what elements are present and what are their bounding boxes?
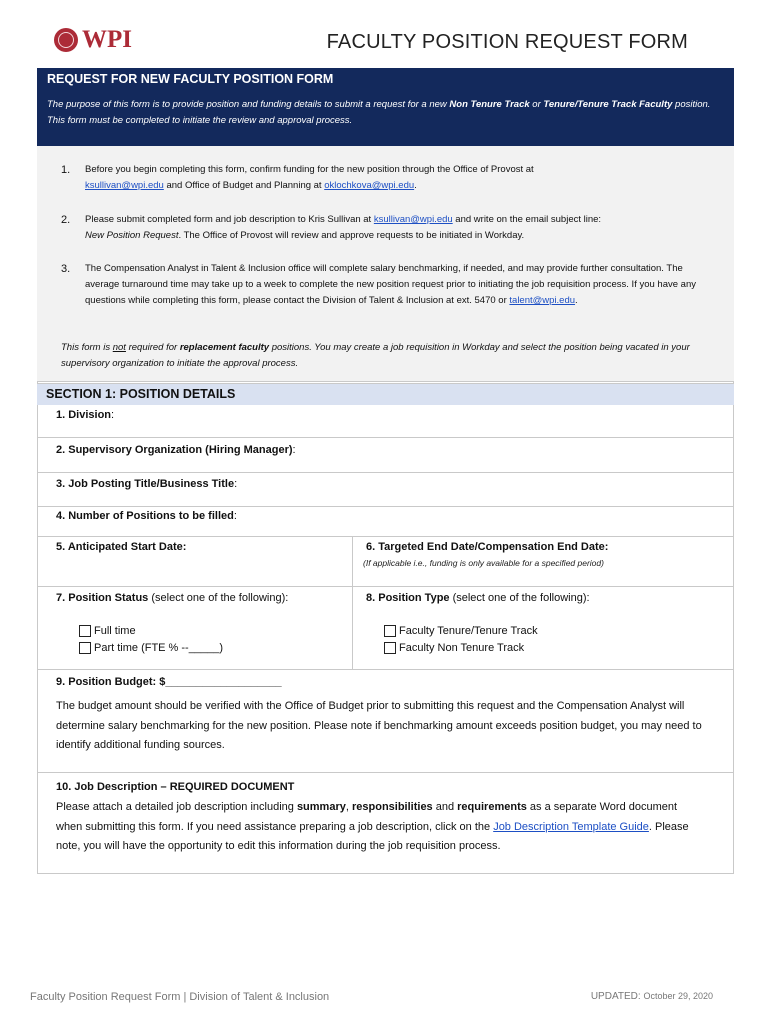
budget-email-link[interactable]: oklochkova@wpi.edu (324, 180, 415, 191)
end-date-field[interactable]: 6. Targeted End Date/Compensation End Date: (366, 541, 609, 553)
banner-heading: REQUEST FOR NEW FACULTY POSITION FORM (47, 72, 334, 86)
full-time-option[interactable]: Full time (79, 625, 136, 637)
banner-purpose: The purpose of this form is to provide position and funding details to submit a request for a new Non Tenure Track or Tenure/Tenure Track Faculty position. This form must be completed to initiate the review and approval process. (47, 99, 711, 126)
replacement-note: This form is not required for replacement faculty positions. You may create a job requisition in Workday and select the position being vacated in your supervisory organization to initiate the approval process. (61, 342, 690, 369)
part-time-checkbox[interactable] (79, 642, 91, 654)
section-1-header: SECTION 1: POSITION DETAILS (37, 383, 734, 405)
page-title: FACULTY POSITION REQUEST FORM (326, 31, 688, 53)
job-description-text: Please attach a detailed job description including summary, responsibilities and requirements as a separate Word document when submitting this form. If you need assistance preparing a job description, click on the Job Description Template Guide. Please note, you will have the opportunity to edit this information during the job requisition process. (56, 801, 689, 852)
instruction-step-1: 1. Before you begin completing this form, confirm funding for the new position through the Office of Provost at ksullivan@wpi.edu and Office of Budget and Planning at oklochkova@wpi.edu. (61, 164, 534, 191)
num-positions-field[interactable]: 4. Number of Positions to be filled: (56, 510, 237, 522)
job-description-template-link[interactable]: Job Description Template Guide (493, 820, 649, 833)
budget-description: The budget amount should be verified with the Office of Budget prior to submitting this request and the Compensation Analyst will determine salary benchmarking for the new position. Please note if benchmarking amount exceeds position budget, you may need to identify additional funding sources. (56, 700, 702, 751)
divider (37, 536, 734, 537)
supervisory-org-field[interactable]: 2. Supervisory Organization (Hiring Manager): (56, 444, 296, 456)
divider (37, 586, 734, 587)
instructions-panel (37, 146, 734, 382)
instruction-step-2: 2. Please submit completed form and job description to Kris Sullivan at ksullivan@wpi.edu and write on the email subject line: New Position Request. The Office of Provost will review and approve requests to be initiated in Workday. (61, 214, 602, 241)
divider (37, 669, 734, 670)
wpi-logo (54, 26, 132, 54)
tenure-track-option[interactable]: Faculty Tenure/Tenure Track (384, 625, 538, 637)
end-date-note: (If applicable i.e., funding is only available for a specified period) (363, 558, 604, 568)
non-tenure-track-option[interactable]: Faculty Non Tenure Track (384, 642, 524, 654)
job-title-field[interactable]: 3. Job Posting Title/Business Title: (56, 478, 238, 490)
divider (37, 506, 734, 507)
talent-email-link[interactable]: talent@wpi.edu (509, 295, 576, 306)
divider (37, 472, 734, 473)
position-type-label: 8. Position Type (select one of the following): (366, 592, 590, 604)
column-divider (352, 586, 353, 669)
division-field[interactable]: 1. Division: (56, 409, 115, 421)
position-budget-field[interactable]: 9. Position Budget: $___________________ (56, 676, 282, 688)
tenure-track-checkbox[interactable] (384, 625, 396, 637)
column-divider (352, 536, 353, 586)
footer-text: Faculty Position Request Form | Division of Talent & Inclusion (30, 991, 330, 1003)
position-status-label: 7. Position Status (select one of the following): (56, 592, 289, 604)
divider (37, 772, 734, 773)
start-date-field[interactable]: 5. Anticipated Start Date: (56, 541, 187, 553)
full-time-checkbox[interactable] (79, 625, 91, 637)
divider (37, 437, 734, 438)
footer-updated: UPDATED: October 29, 2020 (590, 991, 713, 1002)
provost-email-link[interactable]: ksullivan@wpi.edu (85, 180, 164, 191)
intro-banner (37, 68, 734, 146)
part-time-option[interactable]: Part time (FTE % --_____) (79, 642, 223, 654)
logo-text: WPI (82, 26, 132, 53)
wpi-seal-icon (54, 28, 78, 52)
job-description-label: 10. Job Description – REQUIRED DOCUMENT (56, 781, 295, 793)
submit-email-link[interactable]: ksullivan@wpi.edu (373, 214, 453, 225)
non-tenure-track-checkbox[interactable] (384, 642, 396, 654)
instruction-step-3: 3. The Compensation Analyst in Talent & Inclusion office will complete salary benchmarking, if needed, and may provide further consultation. The average turnaround time may take up to a week to complete the new position request prior to initiating the job requisition process. If you have any questions while completing this form, please contact the Division of Talent & Inclusion at ext. 5470 or talent@wpi.edu. (61, 263, 696, 306)
